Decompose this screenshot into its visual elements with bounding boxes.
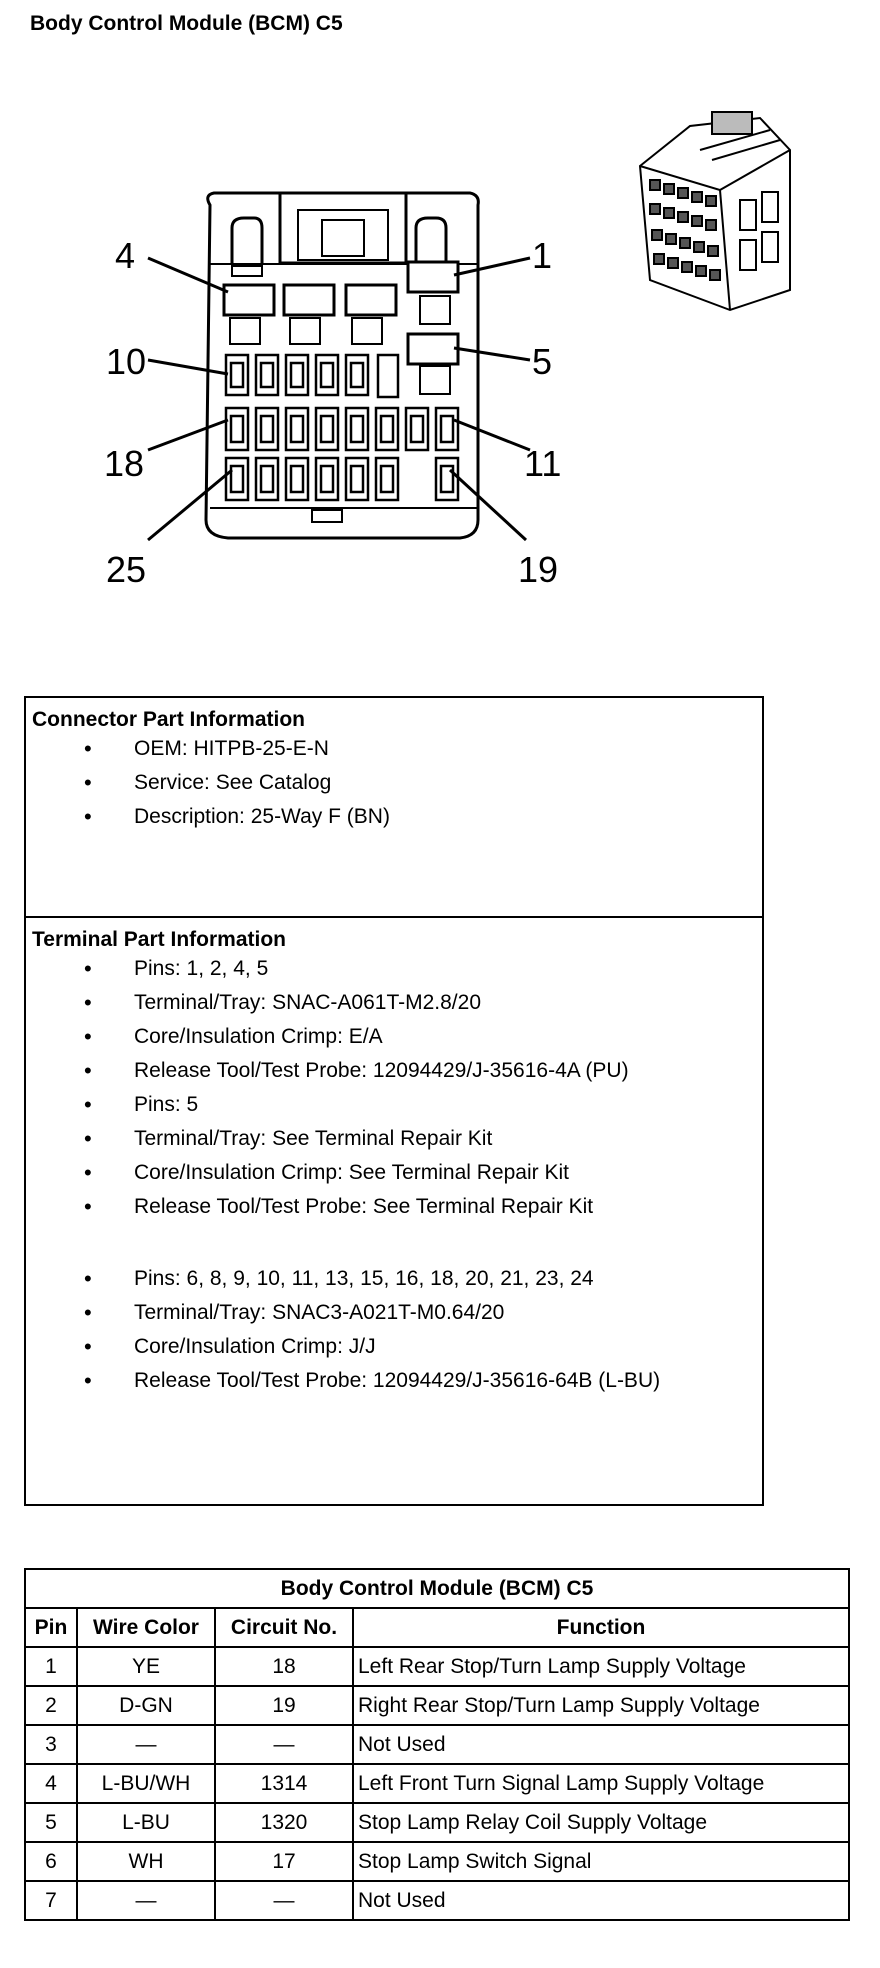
list-item: • Core/Insulation Crimp: E/A: [32, 1020, 762, 1054]
cavity-3: [284, 285, 334, 315]
pin-cell: 1: [25, 1647, 77, 1686]
wire-color-cell: L-BU: [77, 1803, 215, 1842]
list-item: • Pins: 1, 2, 4, 5: [32, 952, 762, 986]
pin-cell: 2: [25, 1686, 77, 1725]
list-item: • Release Tool/Test Probe: See Terminal Repair Kit: [32, 1190, 762, 1224]
callout-25: 25: [106, 549, 147, 590]
list-item: • Description: 25-Way F (BN): [32, 800, 762, 834]
cavity-4: [224, 285, 274, 315]
list-item: • Terminal/Tray: See Terminal Repair Kit: [32, 1122, 762, 1156]
connector-latch-tab: [322, 220, 364, 256]
pin-cell: 7: [25, 1881, 77, 1920]
part-info-box: [24, 696, 764, 1506]
wire-color-cell: —: [77, 1881, 215, 1920]
connector-key-right: [416, 218, 446, 264]
function-cell: Right Rear Stop/Turn Lamp Supply Voltage: [353, 1686, 849, 1725]
function-cell: Not Used: [353, 1881, 849, 1920]
connector-part-list: [32, 732, 762, 834]
wire-color-cell: YE: [77, 1647, 215, 1686]
table-row: [25, 1881, 849, 1920]
circuit-cell: —: [215, 1881, 353, 1920]
column-header-circuit-no: Circuit No.: [215, 1608, 353, 1647]
wire-color-cell: L-BU/WH: [77, 1764, 215, 1803]
circuit-cell: —: [215, 1725, 353, 1764]
page-title: Body Control Module (BCM) C5: [30, 12, 343, 35]
callout-19: 19: [518, 549, 559, 590]
function-cell: Stop Lamp Switch Signal: [353, 1842, 849, 1881]
list-item: • OEM: HITPB-25-E-N: [32, 732, 762, 766]
list-item: • Core/Insulation Crimp: See Terminal Repair Kit: [32, 1156, 762, 1190]
pin-table: [24, 1568, 850, 1921]
cavity-5: [408, 334, 458, 364]
function-cell: Left Rear Stop/Turn Lamp Supply Voltage: [353, 1647, 849, 1686]
column-header-pin: Pin: [25, 1608, 77, 1647]
table-row: [25, 1764, 849, 1803]
function-cell: Not Used: [353, 1725, 849, 1764]
pin-table-title: Body Control Module (BCM) C5: [25, 1569, 849, 1608]
list-item: • Core/Insulation Crimp: J/J: [32, 1330, 762, 1364]
column-header-function: Function: [353, 1608, 849, 1647]
callout-10: 10: [106, 341, 147, 382]
list-item: • Terminal/Tray: SNAC-A061T-M2.8/20: [32, 986, 762, 1020]
circuit-cell: 17: [215, 1842, 353, 1881]
table-row: [25, 1686, 849, 1725]
callout-18: 18: [104, 443, 145, 484]
pin-cell: 3: [25, 1725, 77, 1764]
list-item: • Pins: 5: [32, 1088, 762, 1122]
connector-part-info-heading: Connector Part Information: [32, 708, 306, 731]
wire-color-cell: WH: [77, 1842, 215, 1881]
table-row: [25, 1842, 849, 1881]
cavity-1: [408, 262, 458, 292]
terminal-group-1: [32, 952, 762, 1088]
circuit-cell: 18: [215, 1647, 353, 1686]
cavity-2: [346, 285, 396, 315]
column-header-wire-color: Wire Color: [77, 1608, 215, 1647]
pin-cell: 6: [25, 1842, 77, 1881]
connector-key-left: [232, 218, 262, 264]
callout-4: 4: [115, 235, 136, 276]
terminal-group-2: [32, 1088, 762, 1224]
callout-5: 5: [532, 341, 553, 382]
connector-latch-inner: [298, 210, 388, 260]
list-item: • Release Tool/Test Probe: 12094429/J-35616-64B (L-BU): [32, 1364, 762, 1398]
list-item: • Service: See Catalog: [32, 766, 762, 800]
table-row: [25, 1803, 849, 1842]
connector-part-info: [26, 698, 762, 918]
connector-diagram: [0, 0, 880, 600]
wire-color-cell: —: [77, 1725, 215, 1764]
circuit-cell: 19: [215, 1686, 353, 1725]
connector-isometric-view: [640, 112, 790, 310]
table-row: [25, 1725, 849, 1764]
callout-1: 1: [532, 235, 553, 276]
circuit-cell: 1320: [215, 1803, 353, 1842]
function-cell: Stop Lamp Relay Coil Supply Voltage: [353, 1803, 849, 1842]
terminal-group-3: [32, 1262, 762, 1398]
callout-11: 11: [524, 443, 562, 484]
table-row: [25, 1647, 849, 1686]
pin-cell: 4: [25, 1764, 77, 1803]
function-cell: Left Front Turn Signal Lamp Supply Voltage: [353, 1764, 849, 1803]
list-item: • Pins: 6, 8, 9, 10, 11, 13, 15, 16, 18, 20, 21, 23, 24: [32, 1262, 762, 1296]
circuit-cell: 1314: [215, 1764, 353, 1803]
list-item: • Release Tool/Test Probe: 12094429/J-35616-4A (PU): [32, 1054, 762, 1088]
pin-cell: 5: [25, 1803, 77, 1842]
terminal-part-info-heading: Terminal Part Information: [32, 928, 286, 951]
wire-color-cell: D-GN: [77, 1686, 215, 1725]
list-item: • Terminal/Tray: SNAC3-A021T-M0.64/20: [32, 1296, 762, 1330]
terminal-part-info: [26, 918, 762, 1398]
